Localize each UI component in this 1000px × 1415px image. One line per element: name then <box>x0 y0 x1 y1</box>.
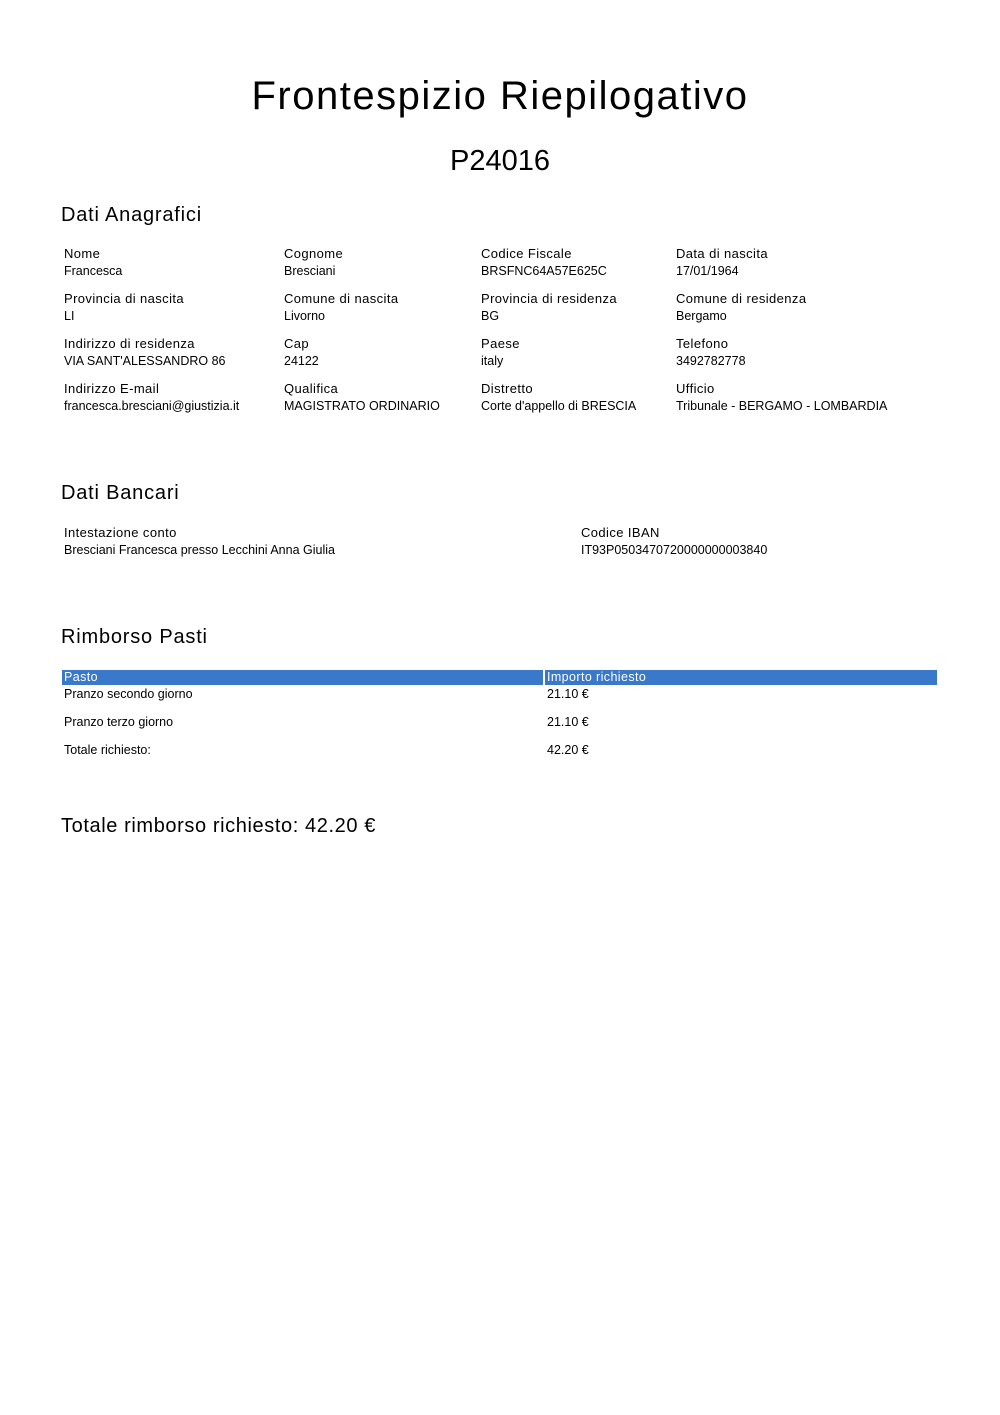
field-label: Distretto <box>481 381 534 396</box>
field-value: Corte d'appello di BRESCIA <box>481 399 637 413</box>
cell-importo: 21.10 € <box>547 687 589 701</box>
cell-pasto: Pranzo terzo giorno <box>64 715 174 729</box>
field-codice-iban <box>581 525 767 558</box>
field-value: VIA SANT'ALESSANDRO 86 <box>64 354 226 368</box>
field-value: MAGISTRATO ORDINARIO <box>284 399 440 413</box>
field-label: Nome <box>64 246 101 261</box>
field-value: Bergamo <box>676 309 727 323</box>
field-provincia-residenza <box>481 291 617 324</box>
field-codice-fiscale <box>481 246 607 279</box>
field-provincia-nascita <box>64 291 184 324</box>
field-value: italy <box>481 354 504 368</box>
field-cap <box>284 336 319 369</box>
field-data-nascita <box>676 246 768 279</box>
field-value: Bresciani <box>284 264 336 278</box>
field-value: LI <box>64 309 75 323</box>
column-header-pasto: Pasto <box>62 670 543 685</box>
field-distretto <box>481 381 636 414</box>
field-comune-residenza <box>676 291 806 324</box>
field-label: Cap <box>284 336 310 351</box>
field-label: Codice Fiscale <box>481 246 572 261</box>
total-reimbursement: Totale rimborso richiesto: 42.20 € <box>61 815 376 837</box>
field-telefono <box>676 336 746 369</box>
field-value: 24122 <box>284 354 319 368</box>
cell-importo: 21.10 € <box>547 715 589 729</box>
table-row-total <box>62 741 937 769</box>
field-label: Comune di nascita <box>284 291 399 306</box>
table-row <box>62 713 937 741</box>
field-value: Francesca <box>64 264 123 278</box>
field-label: Cognome <box>284 246 344 261</box>
cell-pasto: Totale richiesto: <box>64 743 151 757</box>
field-label: Paese <box>481 336 520 351</box>
field-label: Codice IBAN <box>581 525 660 540</box>
table-header <box>62 670 937 685</box>
field-paese <box>481 336 520 369</box>
field-value: Tribunale - BERGAMO - LOMBARDIA <box>676 399 888 413</box>
field-value: IT93P0503470720000000003840 <box>581 543 768 557</box>
section-title-bancari: Dati Bancari <box>61 482 180 504</box>
meal-table <box>62 670 937 769</box>
field-label: Comune di residenza <box>676 291 807 306</box>
field-value: BRSFNC64A57E625C <box>481 264 607 278</box>
field-label: Provincia di residenza <box>481 291 617 306</box>
field-value: 17/01/1964 <box>676 264 739 278</box>
table-row <box>62 685 937 713</box>
field-label: Provincia di nascita <box>64 291 184 306</box>
field-value: Bresciani Francesca presso Lecchini Anna Giulia <box>64 543 335 557</box>
field-intestazione-conto <box>64 525 335 558</box>
field-label: Ufficio <box>676 381 715 396</box>
field-value: Livorno <box>284 309 325 323</box>
field-indirizzo-residenza <box>64 336 225 369</box>
cell-pasto: Pranzo secondo giorno <box>64 687 193 701</box>
field-email <box>64 381 239 414</box>
document-title: Frontespizio Riepilogativo <box>251 74 749 118</box>
field-label: Indirizzo E-mail <box>64 381 160 396</box>
field-value: BG <box>481 309 500 323</box>
field-comune-nascita <box>284 291 398 324</box>
document-code: P24016 <box>450 145 550 177</box>
field-label: Data di nascita <box>676 246 768 261</box>
section-title-anagrafici: Dati Anagrafici <box>61 204 202 226</box>
section-title-pasti: Rimborso Pasti <box>61 626 208 648</box>
field-ufficio <box>676 381 887 414</box>
field-label: Intestazione conto <box>64 525 177 540</box>
field-label: Indirizzo di residenza <box>64 336 195 351</box>
field-value: 3492782778 <box>676 354 746 368</box>
field-qualifica <box>284 381 440 414</box>
column-header-importo: Importo richiesto <box>545 670 937 685</box>
field-nome <box>64 246 122 279</box>
field-label: Telefono <box>676 336 729 351</box>
field-cognome <box>284 246 343 279</box>
field-value: francesca.bresciani@giustizia.it <box>64 399 240 413</box>
cell-importo: 42.20 € <box>547 743 589 757</box>
field-label: Qualifica <box>284 381 339 396</box>
